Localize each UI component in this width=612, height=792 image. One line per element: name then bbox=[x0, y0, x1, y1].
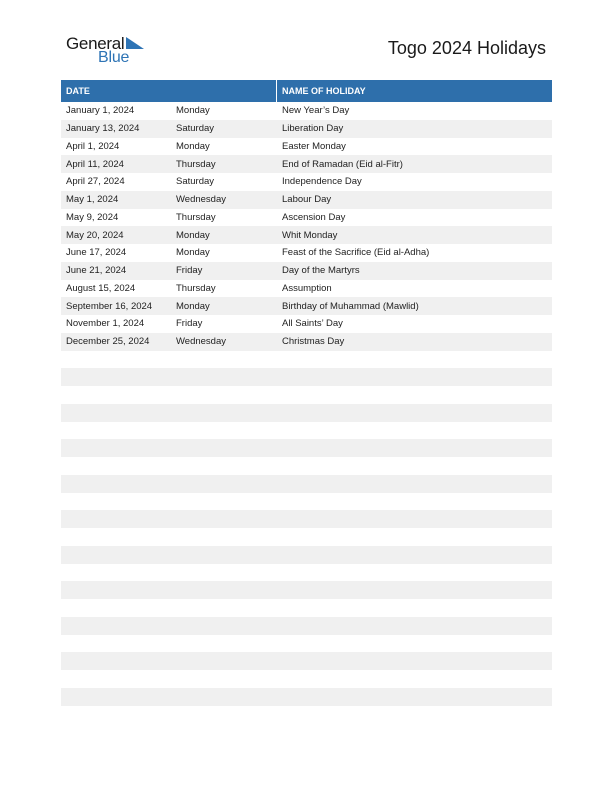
table-row bbox=[61, 706, 552, 724]
cell-holiday-name: Whit Monday bbox=[282, 229, 338, 241]
cell-weekday: Monday bbox=[176, 300, 210, 312]
column-header-name: NAME OF HOLIDAY bbox=[282, 86, 366, 96]
table-row bbox=[61, 138, 552, 156]
generalblue-logo bbox=[66, 34, 156, 68]
cell-holiday-name: Birthday of Muhammad (Mawlid) bbox=[282, 300, 419, 312]
holidays-table bbox=[61, 80, 552, 723]
table-row bbox=[61, 564, 552, 582]
table-row bbox=[61, 351, 552, 369]
table-row bbox=[61, 155, 552, 173]
cell-weekday: Thursday bbox=[176, 211, 216, 223]
table-header bbox=[61, 80, 552, 102]
table-body bbox=[61, 102, 552, 723]
logo-triangle-icon bbox=[124, 37, 146, 51]
table-row bbox=[61, 404, 552, 422]
table-row bbox=[61, 439, 552, 457]
cell-weekday: Monday bbox=[176, 140, 210, 152]
cell-date: May 20, 2024 bbox=[66, 229, 124, 241]
cell-date: December 25, 2024 bbox=[66, 336, 150, 348]
cell-date: April 27, 2024 bbox=[66, 176, 125, 188]
cell-weekday: Friday bbox=[176, 265, 203, 277]
table-row bbox=[61, 528, 552, 546]
cell-date: June 21, 2024 bbox=[66, 265, 127, 277]
cell-date: August 15, 2024 bbox=[66, 282, 136, 294]
table-row bbox=[61, 209, 552, 227]
cell-weekday: Wednesday bbox=[176, 194, 226, 206]
table-row bbox=[61, 280, 552, 298]
cell-holiday-name: Assumption bbox=[282, 282, 332, 294]
cell-date: September 16, 2024 bbox=[66, 300, 153, 312]
table-row bbox=[61, 315, 552, 333]
cell-weekday: Friday bbox=[176, 318, 203, 330]
table-row bbox=[61, 546, 552, 564]
table-row bbox=[61, 475, 552, 493]
table-row bbox=[61, 226, 552, 244]
table-row bbox=[61, 581, 552, 599]
table-row bbox=[61, 262, 552, 280]
cell-weekday: Saturday bbox=[176, 123, 215, 135]
table-row bbox=[61, 333, 552, 351]
cell-date: June 17, 2024 bbox=[66, 247, 127, 259]
cell-weekday: Monday bbox=[176, 247, 210, 259]
cell-weekday: Thursday bbox=[176, 158, 216, 170]
page-title: Togo 2024 Holidays bbox=[387, 38, 546, 58]
table-row bbox=[61, 457, 552, 475]
table-row bbox=[61, 120, 552, 138]
table-row bbox=[61, 493, 552, 511]
cell-date: November 1, 2024 bbox=[66, 318, 145, 330]
cell-weekday: Saturday bbox=[176, 176, 215, 188]
table-row bbox=[61, 635, 552, 653]
cell-holiday-name: Labour Day bbox=[282, 194, 332, 206]
table-row bbox=[61, 191, 552, 209]
cell-holiday-name: Feast of the Sacrifice (Eid al-Adha) bbox=[282, 247, 430, 259]
table-row bbox=[61, 617, 552, 635]
table-row bbox=[61, 173, 552, 191]
cell-holiday-name: Christmas Day bbox=[282, 336, 345, 348]
cell-weekday: Thursday bbox=[176, 282, 216, 294]
cell-weekday: Monday bbox=[176, 105, 210, 117]
table-row bbox=[61, 422, 552, 440]
cell-date: January 1, 2024 bbox=[66, 105, 135, 117]
table-row bbox=[61, 102, 552, 120]
table-row bbox=[61, 599, 552, 617]
logo-text-general: General bbox=[66, 34, 125, 53]
table-row bbox=[61, 510, 552, 528]
cell-weekday: Monday bbox=[176, 229, 210, 241]
cell-date: May 1, 2024 bbox=[66, 194, 119, 206]
cell-holiday-name: Independence Day bbox=[282, 176, 362, 188]
cell-weekday: Wednesday bbox=[176, 336, 226, 348]
table-row bbox=[61, 670, 552, 688]
table-row bbox=[61, 244, 552, 262]
cell-holiday-name: Liberation Day bbox=[282, 123, 344, 135]
table-row bbox=[61, 386, 552, 404]
cell-date: April 11, 2024 bbox=[66, 158, 124, 170]
cell-holiday-name: Day of the Martyrs bbox=[282, 265, 360, 277]
cell-holiday-name: New Year’s Day bbox=[282, 105, 350, 117]
logo-text-blue: Blue bbox=[98, 49, 130, 66]
cell-date: April 1, 2024 bbox=[66, 140, 120, 152]
cell-holiday-name: Easter Monday bbox=[282, 140, 346, 152]
column-header-date: DATE bbox=[66, 86, 90, 96]
table-row bbox=[61, 368, 552, 386]
cell-holiday-name: Ascension Day bbox=[282, 211, 346, 223]
table-row bbox=[61, 688, 552, 706]
cell-holiday-name: End of Ramadan (Eid al-Fitr) bbox=[282, 158, 403, 170]
table-row bbox=[61, 652, 552, 670]
cell-date: January 13, 2024 bbox=[66, 123, 140, 135]
cell-holiday-name: All Saints’ Day bbox=[282, 318, 343, 330]
cell-date: May 9, 2024 bbox=[66, 211, 119, 223]
table-row bbox=[61, 297, 552, 315]
